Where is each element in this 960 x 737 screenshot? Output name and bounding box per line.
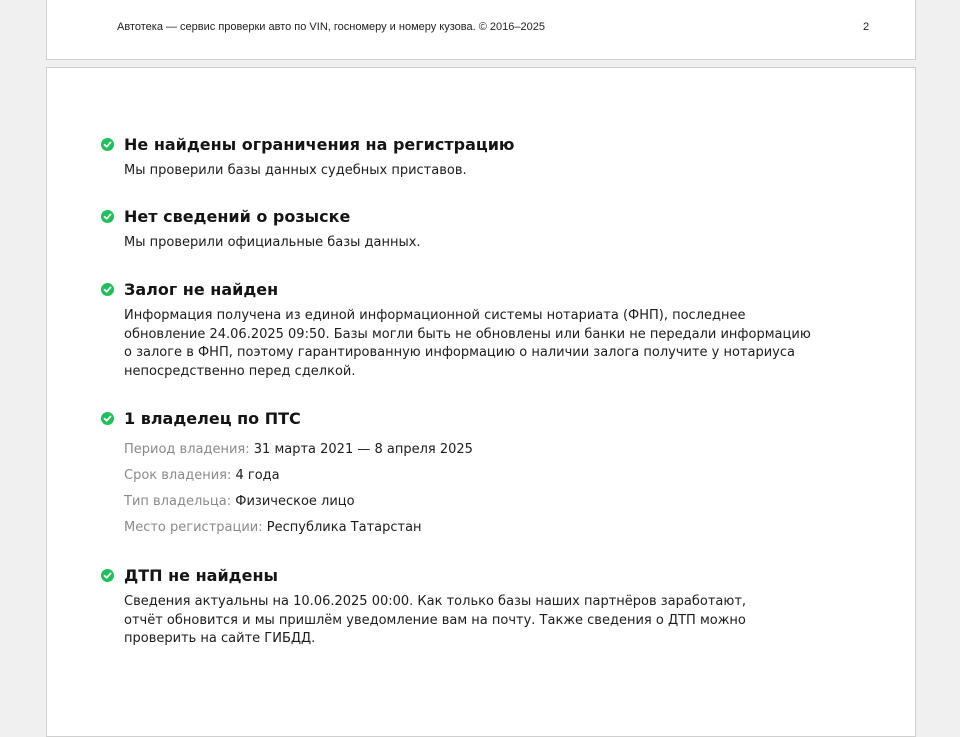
detail-value: Физическое лицо [235, 494, 355, 509]
section-header [101, 565, 821, 587]
section-pledge [101, 279, 821, 381]
section-title: Нет сведений о розыске [124, 207, 351, 226]
section-owners [101, 408, 821, 545]
owner-detail-type [124, 493, 821, 519]
detail-value: Республика Татарстан [266, 520, 422, 535]
check-circle-icon [101, 283, 114, 296]
section-description: Информация получена из единой информационной системы нотариата (ФНП), последнее обновление 24.06.2025 09:50. Базы могли быть не обновлены или банки не передали информацию о залоге в ФНП, поэтому гарантированную информацию о наличии залога получите у нотариуса непосредственно перед сделкой. [124, 308, 811, 379]
detail-label: Место регистрации: [124, 520, 263, 535]
report-page [46, 67, 916, 737]
section-description: Мы проверили базы данных судебных приставов. [124, 163, 467, 178]
section-header [101, 134, 821, 156]
page-footer-text: Автотека — сервис проверки авто по VIN, госномеру и номеру кузова. © 2016–2025 [117, 21, 545, 33]
check-circle-icon [101, 138, 114, 151]
section-wanted-search [101, 206, 821, 253]
section-title: Залог не найден [124, 280, 279, 299]
detail-value: 4 года [235, 468, 280, 483]
owner-detail-duration [124, 467, 821, 493]
section-title: Не найдены ограничения на регистрацию [124, 135, 515, 154]
owner-detail-period [124, 441, 821, 467]
section-title: ДТП не найдены [124, 566, 278, 585]
section-header [101, 279, 821, 301]
section-title: 1 владелец по ПТС [124, 409, 301, 428]
check-circle-icon [101, 210, 114, 223]
section-header [101, 408, 821, 430]
section-registration-restrictions [101, 134, 821, 181]
detail-label: Срок владения: [124, 468, 232, 483]
previous-page [46, 0, 916, 60]
detail-label: Тип владельца: [124, 494, 232, 509]
section-accidents [101, 565, 821, 649]
section-description: Мы проверили официальные базы данных. [124, 235, 421, 250]
section-header [101, 206, 821, 228]
detail-label: Период владения: [124, 442, 250, 457]
section-description: Сведения актуальны на 10.06.2025 00:00. Как только базы наших партнёров заработают, отчёт обновится и мы пришлём уведомление вам на почту. Также сведения о ДТП можно проверить на сайте ГИБДД. [124, 594, 747, 646]
page-number: 2 [863, 21, 870, 33]
detail-value: 31 марта 2021 — 8 апреля 2025 [253, 442, 473, 457]
owner-detail-registration-place [124, 519, 821, 545]
check-circle-icon [101, 569, 114, 582]
check-circle-icon [101, 412, 114, 425]
